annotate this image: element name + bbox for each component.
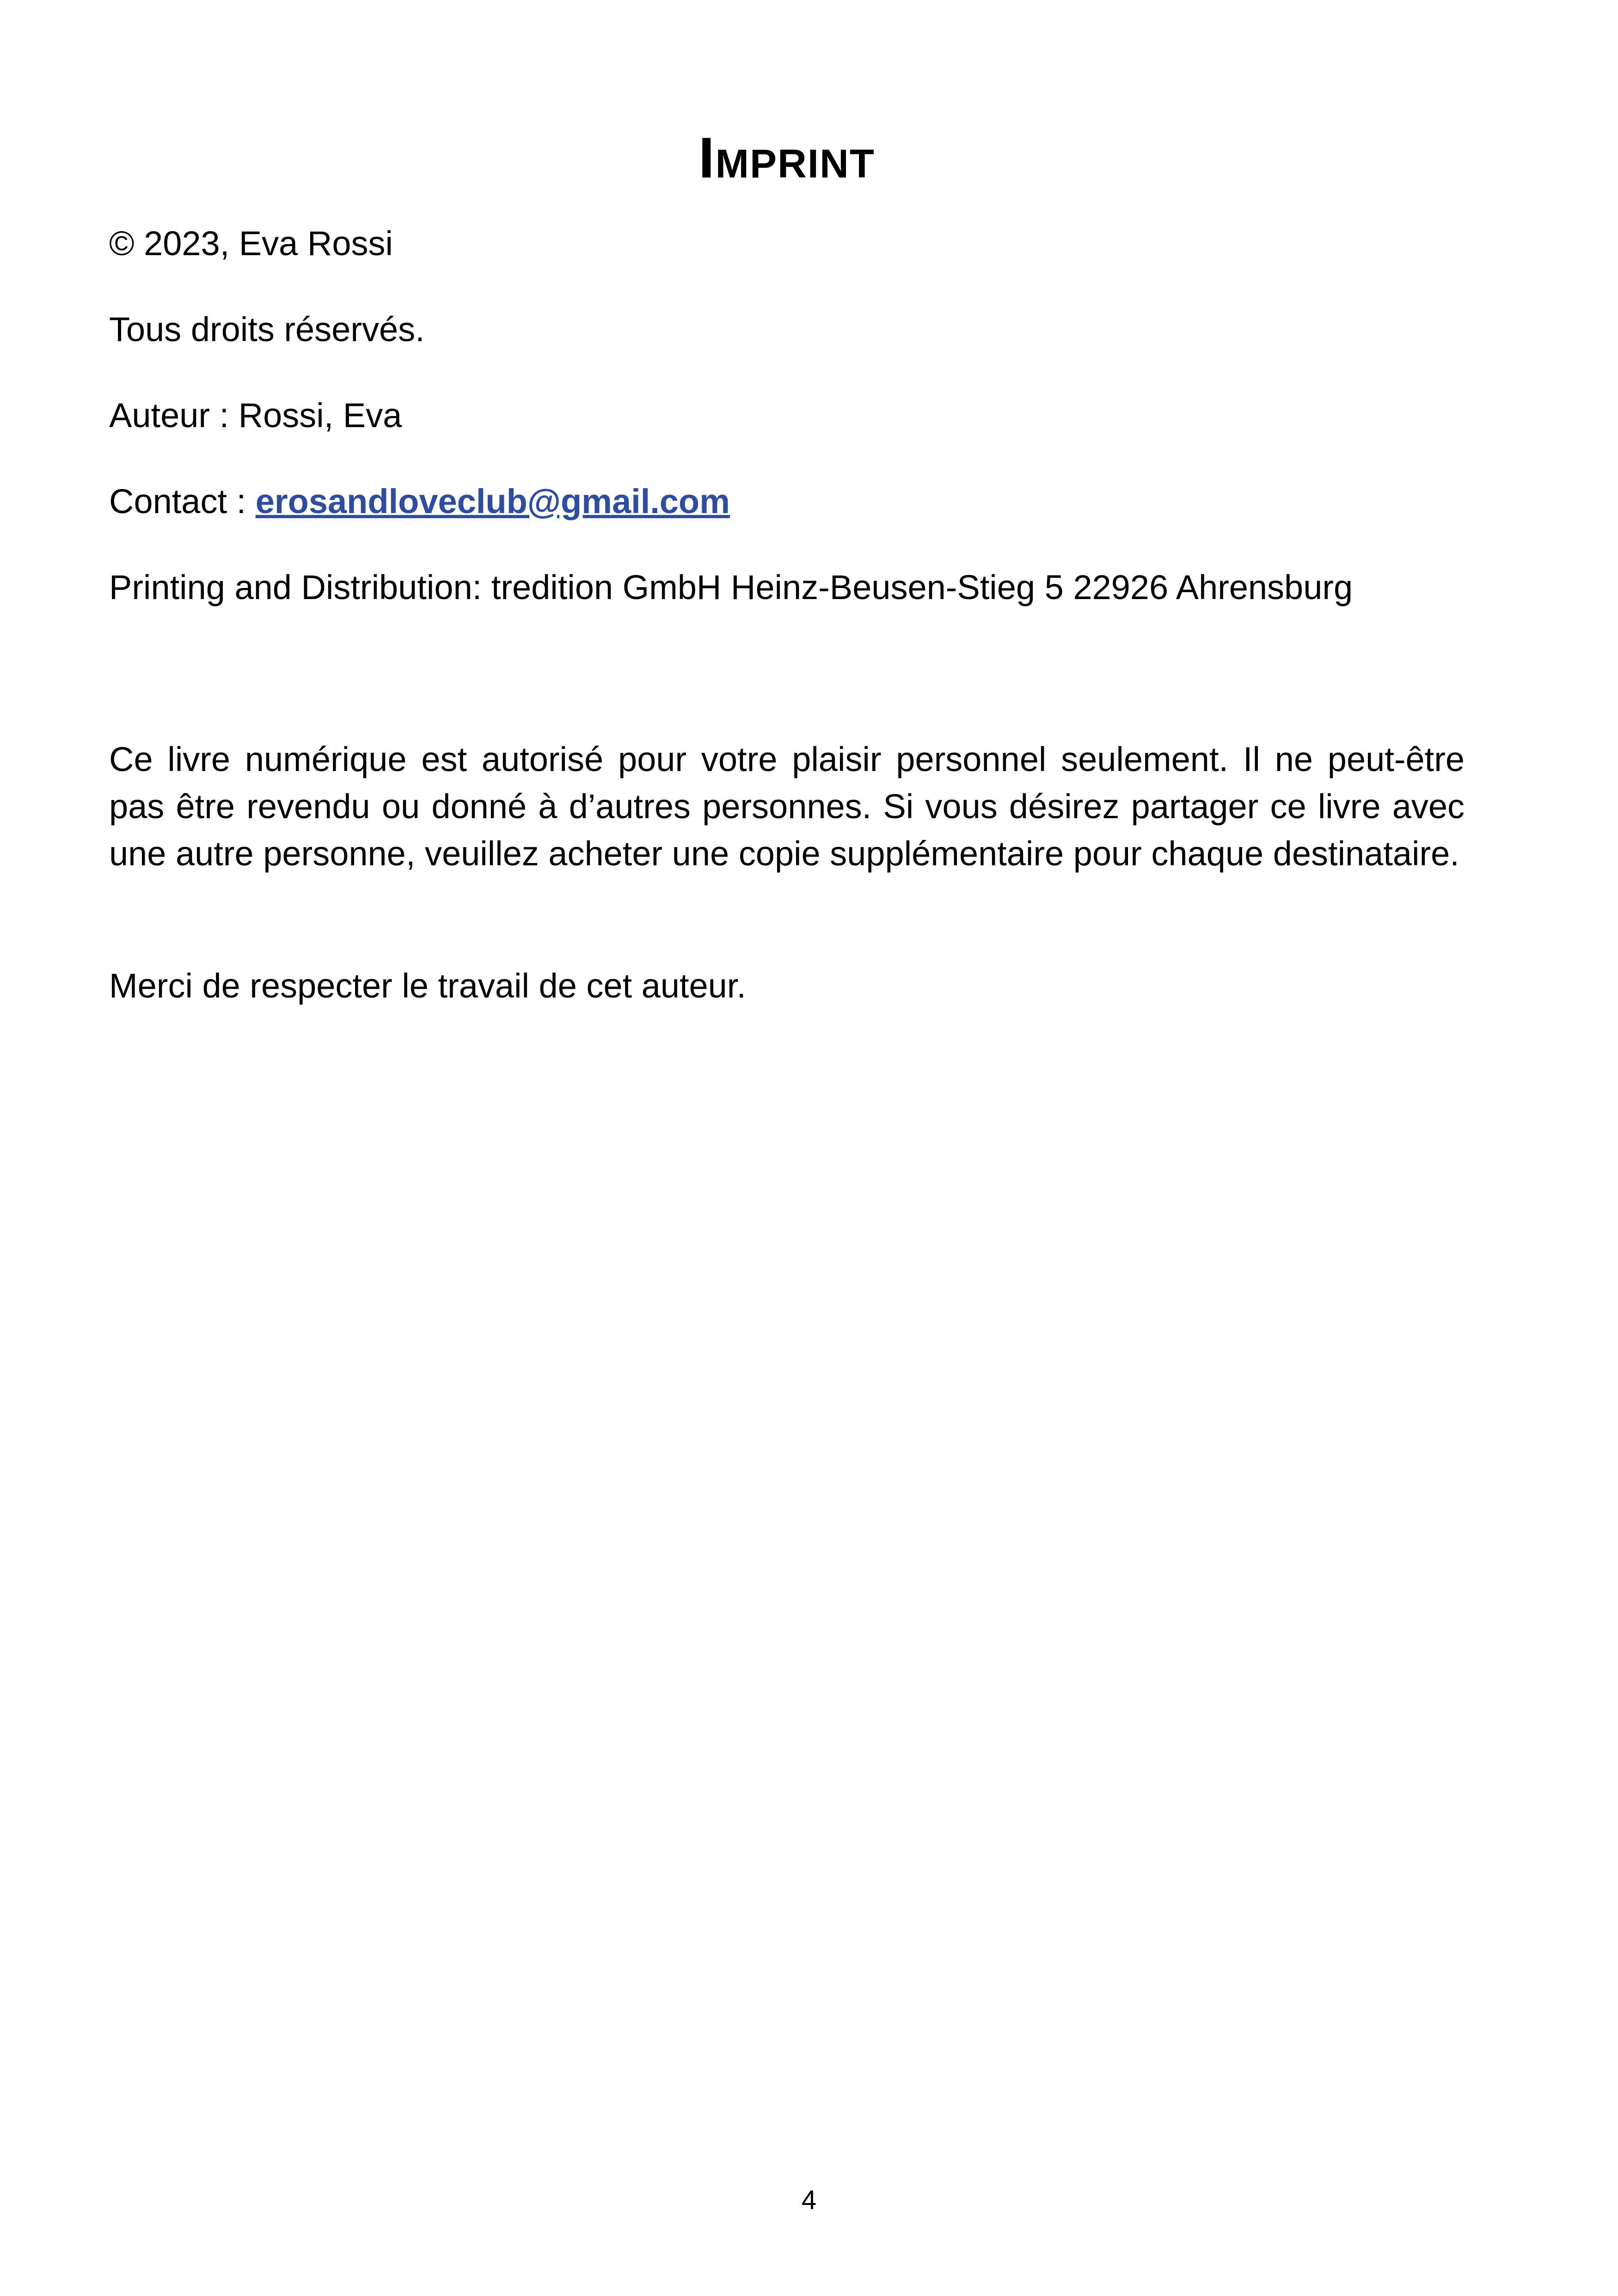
contact-label: Contact : <box>109 482 256 520</box>
author-line: Auteur : Rossi, Eva <box>109 396 402 435</box>
license-paragraph: Ce livre numérique est autorisé pour votre plaisir personnel seulement. Il ne peut-être pas être revendu ou donné à d’autres personnes. Si vous désirez partager ce livre avec une autre personne, veuillez acheter une copie supplémentaire pour chaque destinataire. <box>109 740 1465 873</box>
contact-line <box>109 478 1465 525</box>
copyright-line: © 2023, Eva Rossi <box>109 224 393 263</box>
rights-line: Tous droits réservés. <box>109 310 425 349</box>
contact-email-link[interactable]: erosandloveclub@gmail.com <box>255 482 730 520</box>
printing-line: Printing and Distribution: tredition GmbH Heinz-Beusen-Stieg 5 22926 Ahrensburg <box>109 568 1353 606</box>
page-number: 4 <box>801 2185 817 2215</box>
page-title: Imprint <box>699 126 875 190</box>
closing-line: Merci de respecter le travail de cet auteur. <box>109 967 746 1005</box>
